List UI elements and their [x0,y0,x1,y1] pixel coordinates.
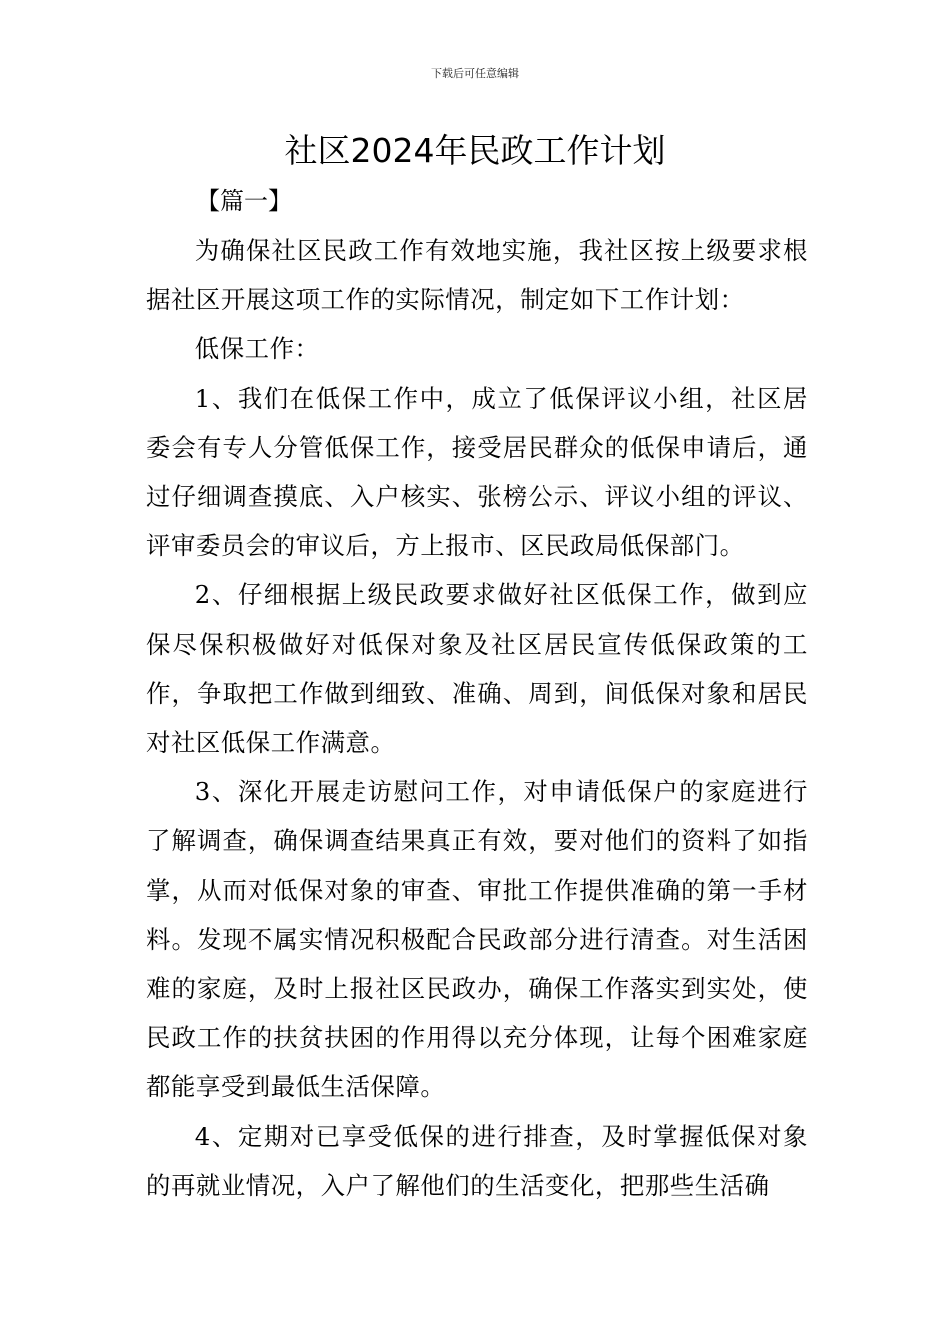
paragraph-item-2: 2、仔细根据上级民政要求做好社区低保工作，做到应保尽保积极做好对低保对象及社区居民宣传低保政策的工作，争取把工作做到细致、准确、周到，间低保对象和居民对社区低保工作满意。 [146,580,808,758]
document-title: 社区2024年民政工作计划 [284,131,666,170]
paragraph-item-1: 1、我们在低保工作中，成立了低保评议小组，社区居委会有专人分管低保工作，接受居民群众的低保申请后，通过仔细调查摸底、入户核实、张榜公示、评议小组的评议、评审委员会的审议后，方上报市、区民政局低保部门。 [146,383,808,561]
paragraph-item-3: 3、深化开展走访慰问工作，对申请低保户的家庭进行了解调查，确保调查结果真正有效，要对他们的资料了如指掌，从而对低保对象的审查、审批工作提供准确的第一手材料。发现不属实情况积极配合民政部分进行清查。对生活困难的家庭，及时上报社区民政办，确保工作落实到实处，使民政工作的扶贫扶困的作用得以充分体现，让每个困难家庭都能享受到最低生活保障。 [146,777,808,1102]
header-note: 下载后可任意编辑 [431,67,519,80]
paragraph-intro: 为确保社区民政工作有效地实施，我社区按上级要求根据社区开展这项工作的实际情况，制定如下工作计划： [146,236,808,315]
paragraph-subheading: 低保工作： [194,334,320,364]
document-body [146,226,808,1210]
paragraph-item-4: 4、定期对已享受低保的进行排查，及时掌握低保对象的再就业情况，入户了解他们的生活变化，把那些生活确 [146,1121,808,1200]
section-label: 【篇一】 [196,187,292,215]
